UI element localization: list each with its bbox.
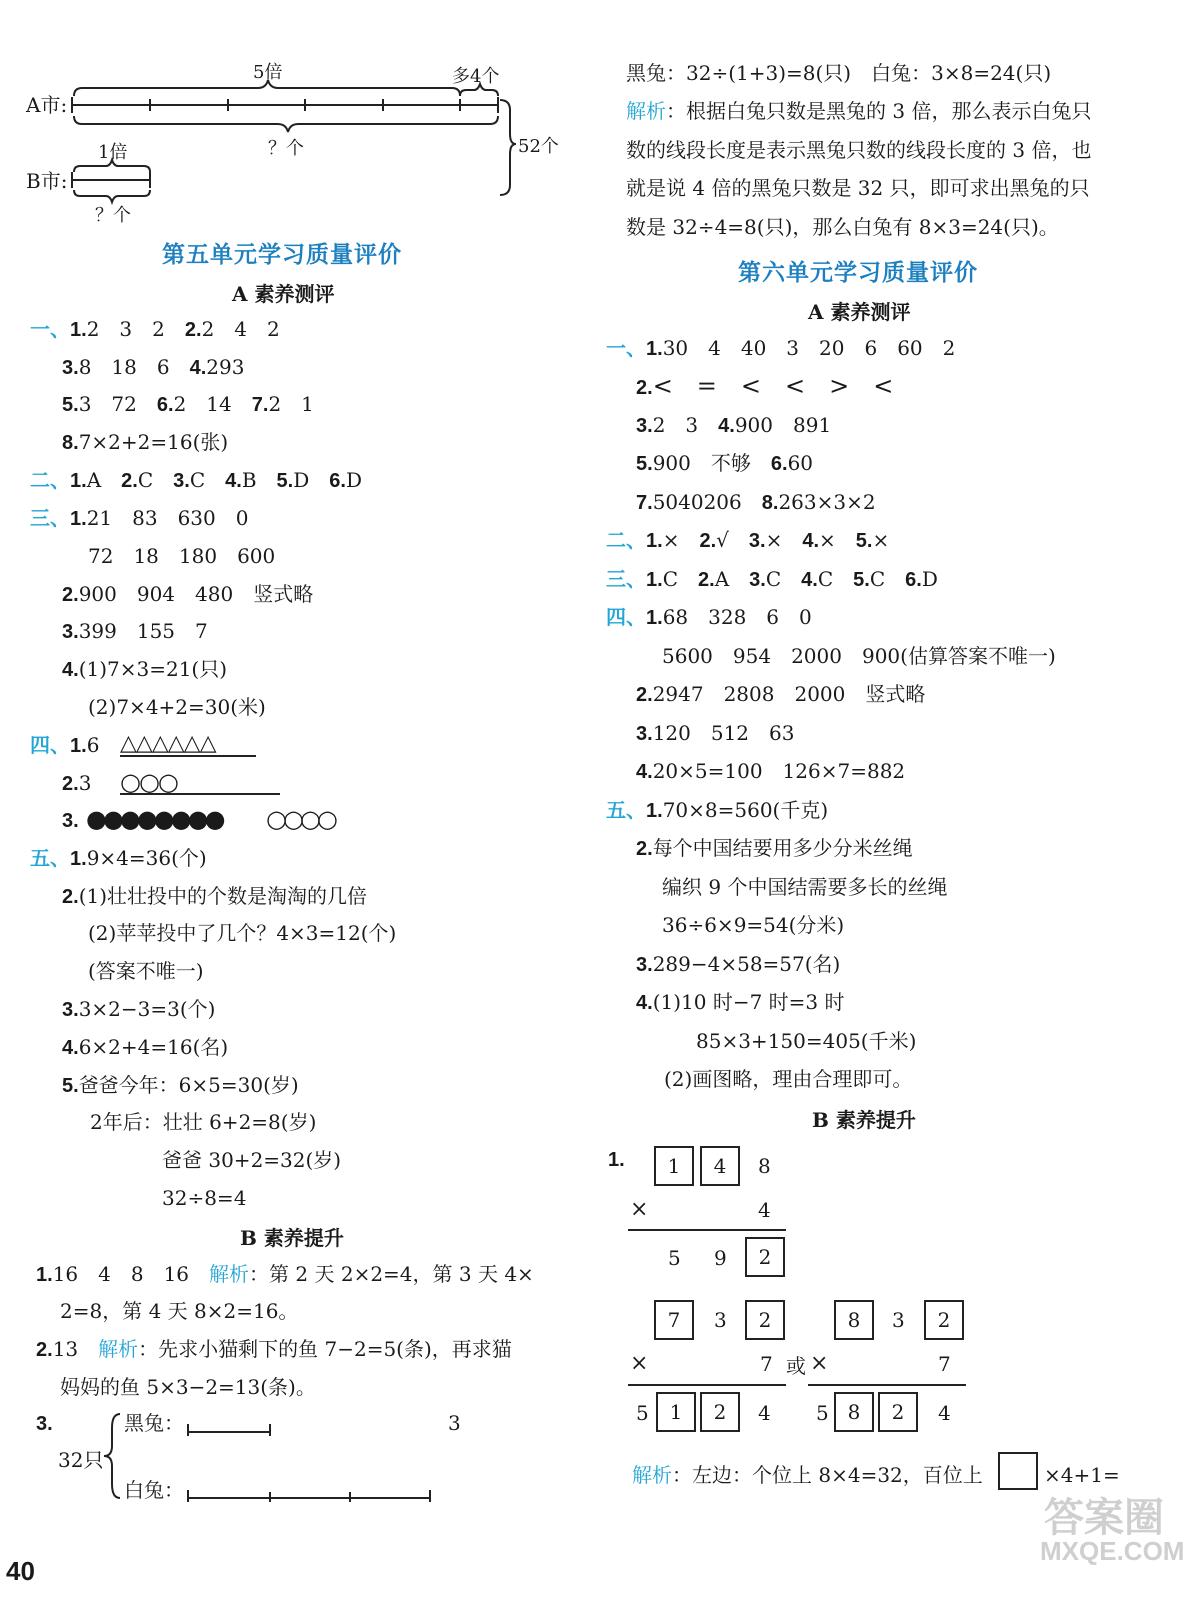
digit-box: 2 — [745, 1237, 785, 1277]
digit: 8 — [758, 1154, 771, 1178]
u6-line-11: 3.120 512 63 — [636, 721, 795, 745]
white-rabbit-label: 白兔： — [124, 1478, 184, 1502]
times-label: 3 — [448, 1411, 461, 1435]
u6-line-8: 四、1.68 328 6 0 — [606, 605, 812, 629]
u5-line-15: 五、1.9×4=36(个) — [30, 846, 207, 870]
u5-line-13: 2.3 — [62, 771, 92, 795]
u6-line-15: 编织 9 个中国结需要多长的丝绳 — [662, 875, 948, 899]
u5-line-24: 32÷8=4 — [162, 1186, 247, 1210]
digit-box: 1 — [656, 1392, 696, 1432]
u6-last-analysis-2: ×4+1= — [1044, 1463, 1120, 1487]
digit-box: 8 — [834, 1392, 874, 1432]
u5-line-9: 3.399 155 7 — [62, 619, 208, 643]
unit6-section-b: B 素养提升 — [812, 1108, 916, 1132]
u6-line-19: 85×3+150=405(千米) — [696, 1029, 917, 1053]
page-number: 40 — [6, 1556, 35, 1586]
u5-line-1: 一、1.2 3 2 2.2 4 2 — [30, 317, 280, 341]
u6-line-2: 2.< = < < > < — [636, 372, 894, 400]
u5-line-4: 8.7×2+2=16(张) — [62, 430, 229, 454]
triangle-underline — [120, 755, 260, 759]
a-question-label: ？个 — [268, 138, 304, 159]
unit6-section-a: A 素养测评 — [808, 300, 911, 324]
u6-line-12: 4.20×5=100 126×7=882 — [636, 759, 906, 783]
digit: 4 — [758, 1401, 771, 1425]
result-line — [808, 1384, 968, 1388]
digit: 5 — [816, 1401, 829, 1425]
one-times-label: 1倍 — [98, 142, 128, 163]
u6-line-18: 4.(1)10 时−7 时=3 时 — [636, 990, 845, 1014]
digit: 9 — [714, 1246, 727, 1270]
digit: 4 — [938, 1401, 951, 1425]
u5-line-2: 3.8 18 6 4.293 — [62, 355, 245, 379]
result-line — [628, 1384, 788, 1388]
digit: 3 — [714, 1308, 727, 1332]
rabbit-analysis-3: 就是说 4 倍的黑兔只数是 32 只，即可求出黑兔的只 — [626, 176, 1090, 200]
u6-line-9: 5600 954 2000 900(估算答案不唯一) — [662, 644, 1056, 668]
unit5-section-a: A 素养测评 — [232, 282, 335, 306]
u6-line-16: 36÷6×9=54(分米) — [662, 913, 845, 937]
empty-circles: ○○○○ — [266, 805, 334, 833]
blank-box — [998, 1452, 1038, 1490]
b-city-label: B市: — [26, 169, 68, 193]
digit-box: 2 — [878, 1392, 918, 1432]
digit: 7 — [760, 1352, 773, 1376]
u5-line-7: 72 18 180 600 — [88, 544, 276, 568]
circle-underline — [120, 793, 280, 797]
times-sign: × — [630, 1197, 649, 1222]
a-city-label: A市: — [26, 93, 68, 117]
digit-box: 8 — [834, 1300, 874, 1340]
u5-line-23: 爸爸 30+2=32(岁) — [162, 1148, 342, 1172]
u5-line-29: 3. — [36, 1413, 53, 1435]
u6-question-1: 1. — [608, 1149, 625, 1171]
u6-line-17: 3.289−4×58=57(名) — [636, 952, 841, 976]
u5-line-27: 2.13 解析：先求小猫剩下的鱼 7−2=5(条)，再求猫 — [36, 1337, 512, 1361]
u6-line-14: 2.每个中国结要用多少分米丝绳 — [636, 836, 913, 860]
rabbit-answer: 黑兔：32÷(1+3)=8(只) 白兔：3×8=24(只) — [626, 61, 1052, 85]
result-line — [628, 1229, 788, 1233]
u6-line-4: 5.900 不够 6.60 — [636, 451, 814, 475]
digit-box: 4 — [700, 1146, 740, 1186]
triangle-shapes: △△△△△△ — [120, 731, 216, 756]
unit5-title: 第五单元学习质量评价 — [162, 241, 402, 268]
digit: 5 — [636, 1401, 649, 1425]
unit5-section-b: B 素养提升 — [240, 1226, 344, 1250]
times-sign: × — [630, 1351, 649, 1376]
u6-line-3: 3.2 3 4.900 891 — [636, 413, 832, 437]
digit: 3 — [892, 1308, 905, 1332]
digit-box: 2 — [924, 1300, 964, 1340]
u6-line-13: 五、1.70×8=560(千克) — [606, 798, 829, 822]
digit-box: 1 — [654, 1146, 694, 1186]
u5-line-21: 5.爸爸今年：6×5=30(岁) — [62, 1073, 299, 1097]
digit: 4 — [758, 1198, 771, 1222]
u5-line-28: 妈妈的鱼 5×3−2=13(条)。 — [60, 1375, 316, 1399]
total-label: 52个 — [518, 136, 559, 157]
u5-line-26: 2=8，第 4 天 8×2=16。 — [60, 1299, 299, 1323]
b-question-label: ？个 — [95, 205, 131, 226]
five-times-label: 5倍 — [253, 62, 283, 83]
u6-line-10: 2.2947 2808 2000 竖式略 — [636, 682, 926, 706]
u5-line-25: 1.16 4 8 16 解析：第 2 天 2×2=4，第 3 天 4× — [36, 1262, 534, 1286]
rabbit-segments — [100, 1408, 440, 1518]
u6-line-7: 三、1.C 2.A 3.C 4.C 5.C 6.D — [606, 567, 938, 591]
u5-line-12: 四、1.6 — [30, 733, 100, 757]
rabbit-analysis-2: 数的线段长度是表示黑兔只数的线段长度的 3 倍，也 — [626, 138, 1092, 162]
u5-line-10: 4.(1)7×3=21(只) — [62, 657, 228, 681]
u5-line-3: 5.3 72 6.2 14 7.2 1 — [62, 392, 314, 416]
u5-line-14: 3. — [62, 810, 79, 832]
u5-line-8: 2.900 904 480 竖式略 — [62, 582, 314, 606]
digit: 5 — [668, 1246, 681, 1270]
u5-line-6: 三、1.21 83 630 0 — [30, 506, 249, 530]
black-rabbit-label: 黑兔： — [124, 1411, 184, 1435]
unit6-title: 第六单元学习质量评价 — [738, 259, 978, 286]
watermark-url: MXQE.COM — [1040, 1536, 1185, 1566]
u6-line-6: 二、1.× 2.√ 3.× 4.× 5.× — [606, 528, 890, 552]
u5-line-11: (2)7×4+2=30(米) — [88, 695, 266, 719]
u5-line-5: 二、1.A 2.C 3.C 4.B 5.D 6.D — [30, 468, 362, 492]
filled-circles: ●●●●●●●● — [86, 805, 222, 833]
u5-line-17: (2)苹苹投中了几个？4×3=12(个) — [88, 921, 397, 945]
segment-lines — [0, 0, 560, 220]
digit-box: 2 — [700, 1392, 740, 1432]
times-sign: × — [810, 1351, 829, 1376]
digit: 7 — [938, 1352, 951, 1376]
u5-line-18: (答案不唯一) — [88, 959, 204, 983]
u5-line-19: 3.3×2−3=3(个) — [62, 997, 216, 1021]
watermark-logo: 答案圈 — [1044, 1496, 1164, 1540]
digit-box: 7 — [654, 1300, 694, 1340]
or-label: 或 — [786, 1354, 806, 1378]
u5-line-22: 2年后：壮壮 6+2=8(岁) — [90, 1110, 317, 1134]
u6-line-5: 7.5040206 8.263×3×2 — [636, 490, 876, 514]
u5-line-16: 2.(1)壮壮投中的个数是淘淘的几倍 — [62, 884, 368, 908]
total-rabbits-label: 32只 — [58, 1448, 104, 1472]
u5-line-20: 4.6×2+4=16(名) — [62, 1035, 229, 1059]
digit-box: 2 — [745, 1300, 785, 1340]
u6-line-1: 一、1.30 4 40 3 20 6 60 2 — [606, 336, 956, 360]
u6-last-analysis: 解析：左边：个位上 8×4=32，百位上 — [632, 1463, 983, 1487]
more-four-label: 多4个 — [452, 66, 500, 87]
u6-line-20: (2)画图略，理由合理即可。 — [664, 1067, 913, 1091]
circle-shapes: ○○○ — [120, 768, 177, 796]
rabbit-analysis-4: 数是 32÷4=8(只)，那么白兔有 8×3=24(只)。 — [626, 215, 1059, 239]
rabbit-analysis-1: 解析：根据白兔只数是黑兔的 3 倍，那么表示白兔只 — [626, 99, 1092, 123]
